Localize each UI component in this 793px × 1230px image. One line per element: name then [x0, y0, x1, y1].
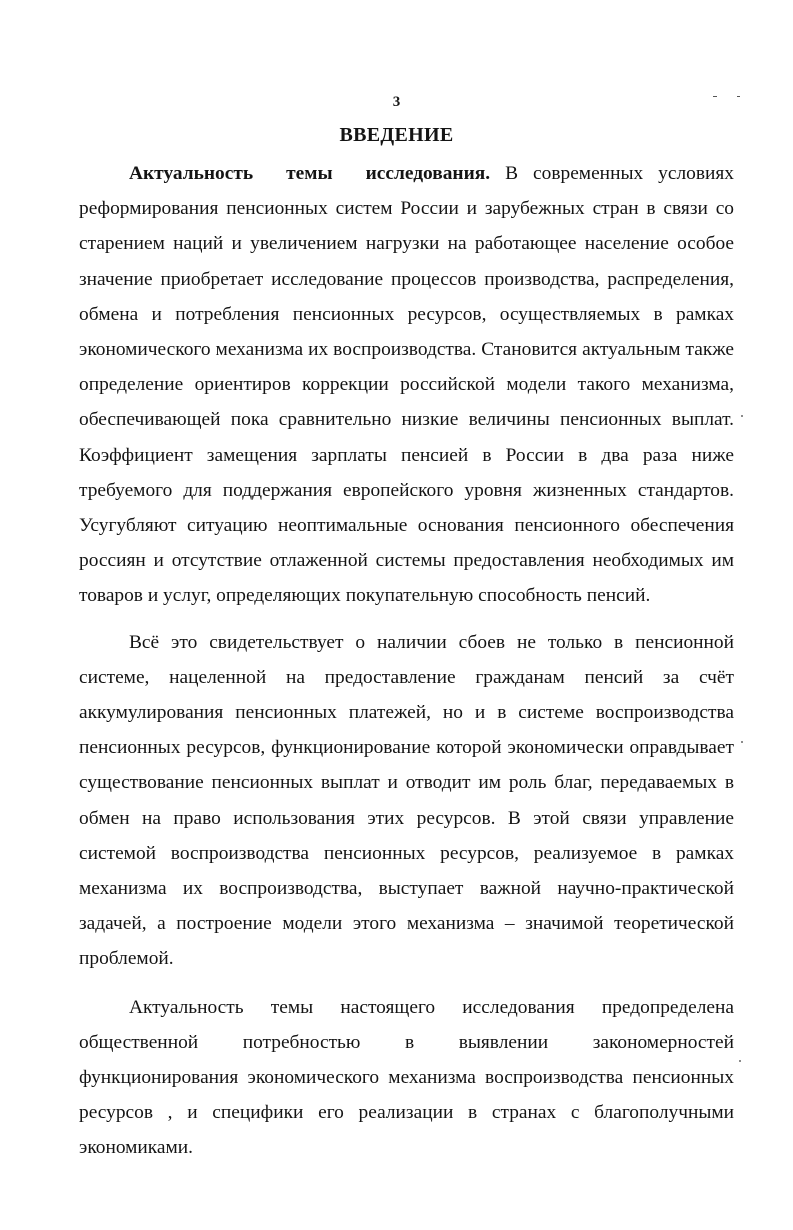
scan-mark [737, 96, 740, 97]
scan-speck [741, 741, 743, 743]
paragraph-text: В современных условиях реформирования пенсионных систем России и зарубежных стран в связи со старением наций и увеличением нагрузки на работающее население особое значение приобретает исследование процессов производства, распределения, обмена и потребления пенсионных ресурсов, осуществляемых в рамках экономического механизма их воспроизводства. Становится актуальным также определение ориентиров коррекции российской модели такого механизма, обеспечивающей пока сравнительно низкие величины пенсионных выплат. Коэффициент замещения зарплаты пенсией в России в два раза ниже требуемого для поддержания европейского уровня жизненных стандартов. Усугубляют ситуацию неоптимальные основания пенсионного обеспечения россиян и отсутствие отлаженной системы предоставления необходимых им товаров и услуг, определяющих покупательную способность пенсий. [79, 163, 734, 607]
page-number: 3 [392, 94, 401, 110]
paragraph-failures: Всё это свидетельствует о наличии сбоев не только в пенсионной системе, нацеленной на предоставление гражданам пенсий за счёт аккумулирования пенсионных платежей, но и в системе воспроизводства пенсионных ресурсов, функционирование которой экономически оправдывает существование пенсионных выплат и отводит им роль благ, передаваемых в обмен на право использования этих ресурсов. В этой связи управление системой воспроизводства пенсионных ресурсов, реализуемое в рамках механизма их воспроизводства, выступает важной научно-практической задачей, а построение модели этого механизма – значимой теоретической проблемой. [79, 631, 734, 970]
paragraph-lead: Актуальность темы исследования. [129, 163, 491, 184]
section-heading: ВВЕДЕНИЕ [339, 124, 454, 146]
scan-speck [741, 415, 743, 417]
body-text [79, 156, 734, 1166]
scan-speck [739, 1060, 741, 1062]
paragraph-relevance [79, 156, 734, 614]
scan-mark [713, 96, 717, 97]
paragraph-relevance-topic: Актуальность темы настоящего исследования предопределена общественной потребностью в выявлении закономерностей функционирования экономического механизма воспроизводства пенсионных ресурсов , и специфики его реализации в странах с благополучными экономиками. [79, 996, 734, 1159]
